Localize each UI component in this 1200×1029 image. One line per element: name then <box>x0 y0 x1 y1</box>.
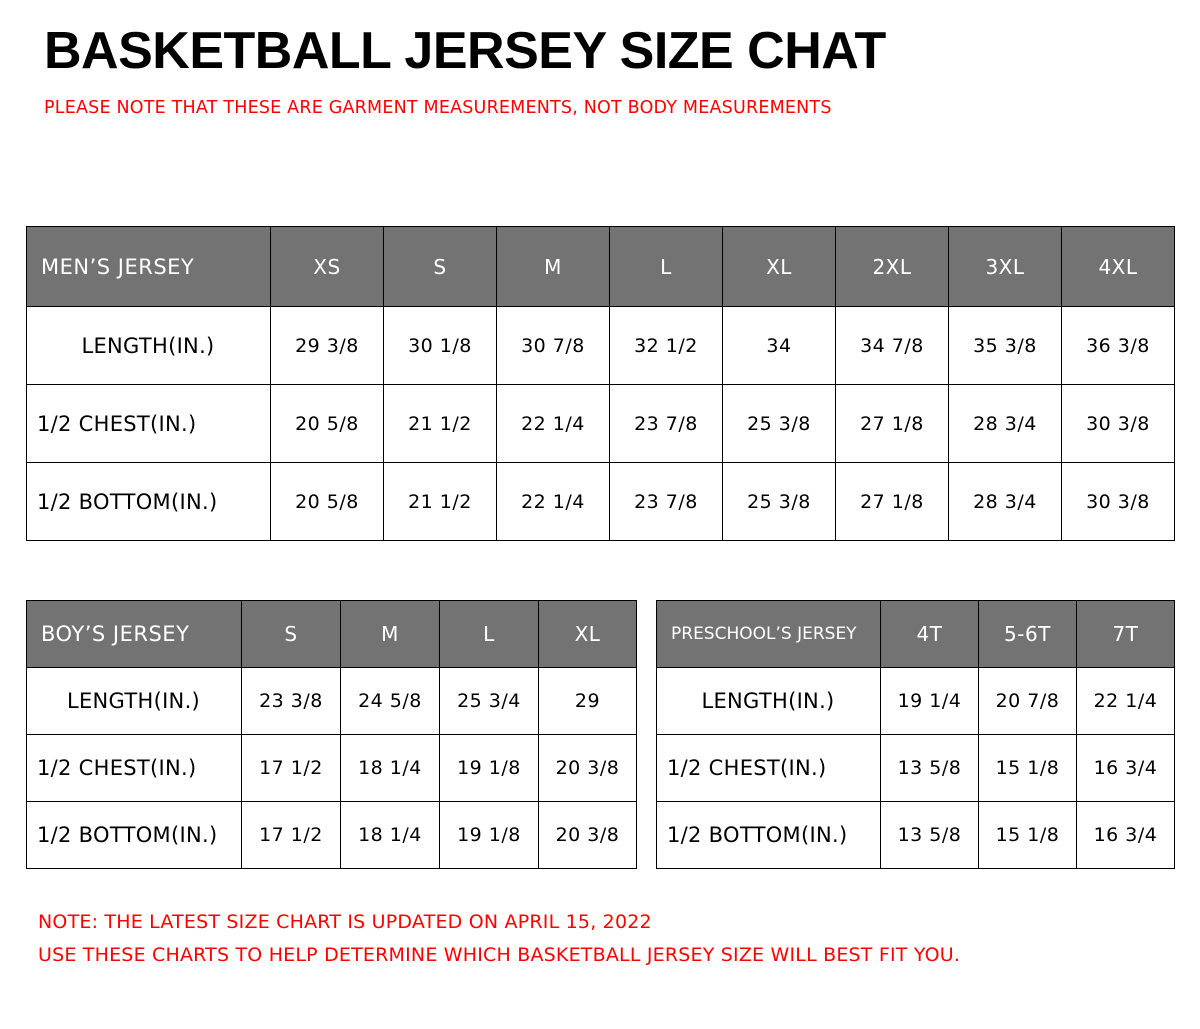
row-label-half-bottom: 1/2 BOTTOM(IN.) <box>657 802 881 869</box>
cell-value: 23 7/8 <box>610 385 723 463</box>
size-header-xl: XL <box>723 227 836 307</box>
table-row <box>27 307 1175 385</box>
mens-table-label: MEN’S JERSEY <box>27 227 271 307</box>
row-label-half-chest: 1/2 CHEST(IN.) <box>27 385 271 463</box>
cell-value: 27 1/8 <box>836 385 949 463</box>
row-label-half-bottom: 1/2 BOTTOM(IN.) <box>27 463 271 541</box>
cell-value: 15 1/8 <box>979 802 1077 869</box>
row-label-length: LENGTH(IN.) <box>657 668 881 735</box>
cell-value: 16 3/4 <box>1077 802 1175 869</box>
table-row <box>27 668 637 735</box>
size-header-3xl: 3XL <box>949 227 1062 307</box>
table-header-row <box>27 601 637 668</box>
cell-value: 35 3/8 <box>949 307 1062 385</box>
cell-value: 19 1/4 <box>881 668 979 735</box>
table-header-row <box>27 227 1175 307</box>
size-header-l: L <box>610 227 723 307</box>
cell-value: 19 1/8 <box>440 735 539 802</box>
footer-note-update: NOTE: THE LATEST SIZE CHART IS UPDATED ON APRIL 15, 2022 <box>38 911 652 933</box>
cell-value: 21 1/2 <box>384 463 497 541</box>
mens-jersey-table <box>26 226 1175 541</box>
table-row <box>657 668 1175 735</box>
table-row <box>27 385 1175 463</box>
size-chart-page <box>0 22 1200 1029</box>
table-row <box>27 802 637 869</box>
row-label-length: LENGTH(IN.) <box>27 668 242 735</box>
footer-note-usage: USE THESE CHARTS TO HELP DETERMINE WHICH BASKETBALL JERSEY SIZE WILL BEST FIT YOU. <box>38 944 961 967</box>
cell-value: 30 1/8 <box>384 307 497 385</box>
table-row <box>657 735 1175 802</box>
table-row <box>27 735 637 802</box>
cell-value: 20 5/8 <box>271 463 384 541</box>
size-header-s: S <box>242 601 341 668</box>
cell-value: 28 3/4 <box>949 385 1062 463</box>
cell-value: 19 1/8 <box>440 802 539 869</box>
size-header-m: M <box>497 227 610 307</box>
cell-value: 30 3/8 <box>1062 463 1175 541</box>
table-header-row <box>657 601 1175 668</box>
size-header-m: M <box>341 601 440 668</box>
cell-value: 21 1/2 <box>384 385 497 463</box>
cell-value: 24 5/8 <box>341 668 440 735</box>
measurement-disclaimer: PLEASE NOTE THAT THESE ARE GARMENT MEASUREMENTS, NOT BODY MEASUREMENTS <box>44 97 832 118</box>
cell-value: 22 1/4 <box>497 463 610 541</box>
row-label-half-bottom: 1/2 BOTTOM(IN.) <box>27 802 242 869</box>
size-header-4t: 4T <box>881 601 979 668</box>
cell-value: 32 1/2 <box>610 307 723 385</box>
cell-value: 22 1/4 <box>1077 668 1175 735</box>
boys-jersey-table <box>26 600 637 869</box>
row-label-half-chest: 1/2 CHEST(IN.) <box>657 735 881 802</box>
size-header-4xl: 4XL <box>1062 227 1175 307</box>
cell-value: 15 1/8 <box>979 735 1077 802</box>
cell-value: 20 3/8 <box>539 735 637 802</box>
cell-value: 17 1/2 <box>242 802 341 869</box>
cell-value: 25 3/8 <box>723 463 836 541</box>
cell-value: 29 <box>539 668 637 735</box>
page-title: BASKETBALL JERSEY SIZE CHAT <box>44 22 886 80</box>
cell-value: 23 3/8 <box>242 668 341 735</box>
table-row <box>657 802 1175 869</box>
size-header-5-6t: 5-6T <box>979 601 1077 668</box>
size-header-s: S <box>384 227 497 307</box>
preschool-table-label: PRESCHOOL’S JERSEY <box>657 601 881 668</box>
cell-value: 29 3/8 <box>271 307 384 385</box>
cell-value: 18 1/4 <box>341 802 440 869</box>
cell-value: 18 1/4 <box>341 735 440 802</box>
footer-notes <box>38 906 960 973</box>
size-header-l: L <box>440 601 539 668</box>
cell-value: 20 3/8 <box>539 802 637 869</box>
cell-value: 34 7/8 <box>836 307 949 385</box>
cell-value: 16 3/4 <box>1077 735 1175 802</box>
cell-value: 28 3/4 <box>949 463 1062 541</box>
cell-value: 13 5/8 <box>881 735 979 802</box>
size-header-xs: XS <box>271 227 384 307</box>
size-header-xl: XL <box>539 601 637 668</box>
cell-value: 30 7/8 <box>497 307 610 385</box>
row-label-half-chest: 1/2 CHEST(IN.) <box>27 735 242 802</box>
size-header-2xl: 2XL <box>836 227 949 307</box>
cell-value: 23 7/8 <box>610 463 723 541</box>
cell-value: 34 <box>723 307 836 385</box>
cell-value: 25 3/8 <box>723 385 836 463</box>
cell-value: 25 3/4 <box>440 668 539 735</box>
cell-value: 22 1/4 <box>497 385 610 463</box>
table-row <box>27 463 1175 541</box>
preschool-jersey-table <box>656 600 1175 869</box>
cell-value: 20 5/8 <box>271 385 384 463</box>
cell-value: 13 5/8 <box>881 802 979 869</box>
cell-value: 36 3/8 <box>1062 307 1175 385</box>
cell-value: 27 1/8 <box>836 463 949 541</box>
boys-table-label: BOY’S JERSEY <box>27 601 242 668</box>
row-label-length: LENGTH(IN.) <box>27 307 271 385</box>
size-header-7t: 7T <box>1077 601 1175 668</box>
cell-value: 20 7/8 <box>979 668 1077 735</box>
cell-value: 30 3/8 <box>1062 385 1175 463</box>
cell-value: 17 1/2 <box>242 735 341 802</box>
